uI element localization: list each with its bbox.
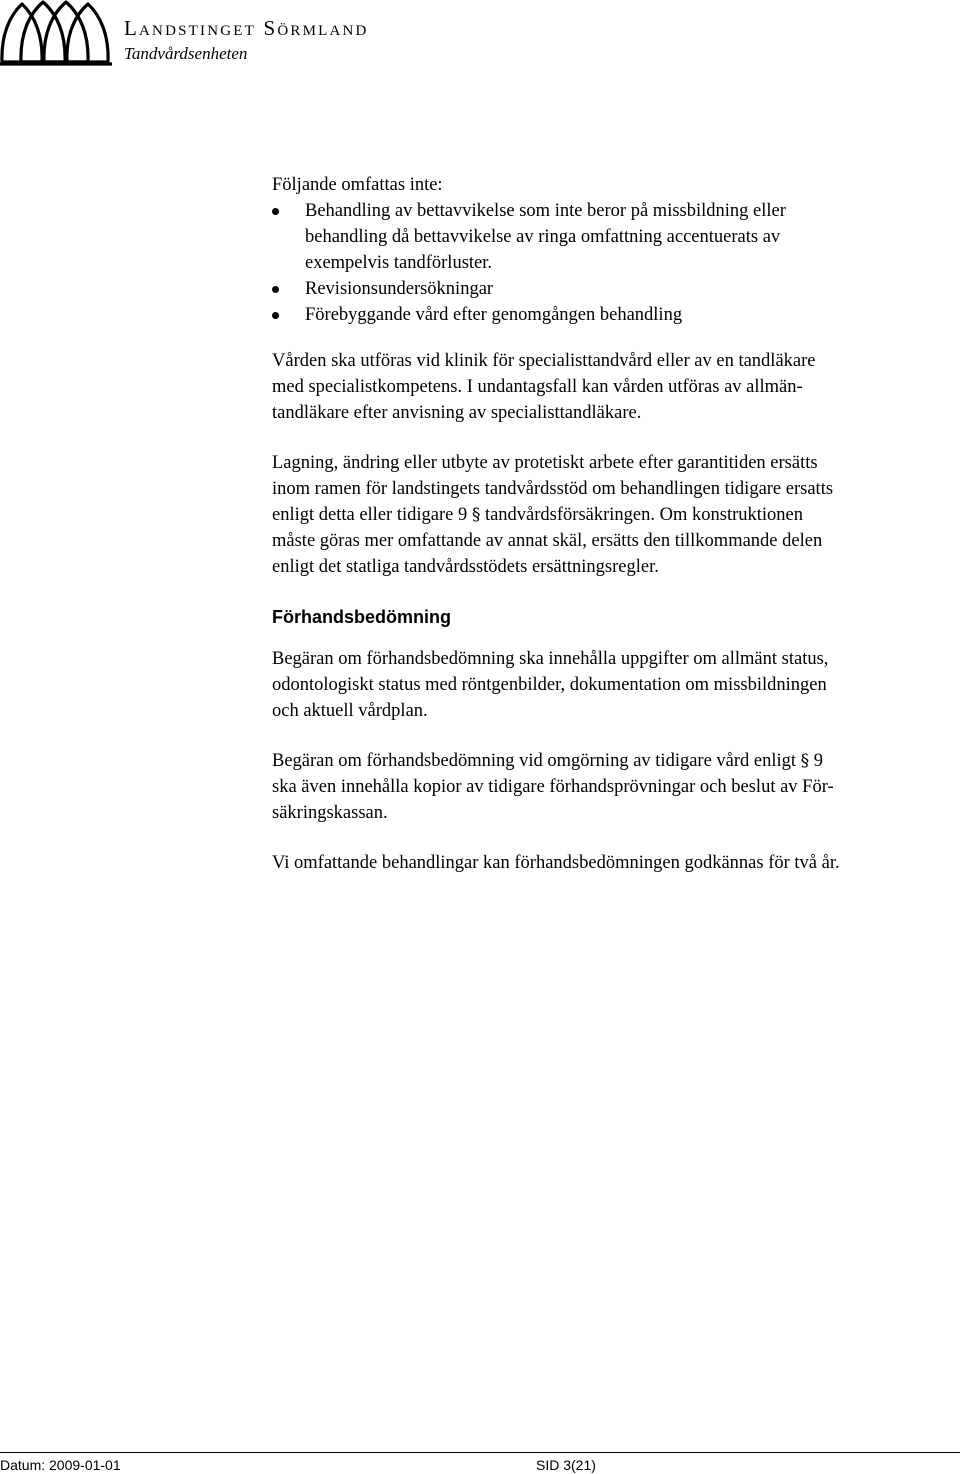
section-sign: § [800, 751, 810, 771]
section-sign: § [471, 505, 481, 525]
redo-request-paragraph: Begäran om förhandsbedömning vid omgörning av tidigare vård enligt § 9 ska även innehålla kopior av tidigare förhandsprövningar och beslut av För- säkringskassan. [272, 751, 834, 823]
exclusions-intro: Följande omfattas inte: [272, 175, 443, 195]
footer-date: Datum: 2009-01-01 [0, 1457, 121, 1473]
list-item: Revisionsundersökningar [272, 276, 952, 302]
document-body [272, 172, 952, 876]
organization-name: Landstinget Sörmland [124, 16, 369, 40]
extensive-paragraph: Vi omfattande behandlingar kan förhandsbedömningen godkännas för två år. [272, 853, 840, 873]
bullet-icon [272, 286, 279, 293]
prior-request-paragraph: Begäran om förhandsbedömning ska innehålla uppgifter om allmänt status, odontologiskt status med röntgenbilder, dokumentation om missbildningen och aktuell vårdplan. [272, 649, 829, 721]
specialist-paragraph: Vården ska utföras vid klinik för specialisttandvård eller av en tandläkare med specialistkompetens. I undantagsfall kan vården utföras av allmän- tandläkare efter anvisning av specialisttandläkare. [272, 351, 816, 423]
list-item: Förebyggande vård efter genomgången behandling [272, 302, 952, 328]
exclusions-list [272, 198, 952, 328]
section-heading: Förhandsbedömning [272, 607, 451, 627]
organization-unit: Tandvårdsenheten [124, 44, 248, 63]
repair-paragraph: Lagning, ändring eller utbyte av protetiskt arbete efter garantitiden ersätts inom ramen för landstingets tandvårdsstöd om behandlingen tidigare ersatts enligt detta eller tidigare 9 § tandvårdsförsäkringen. Om konstruktionen måste göras mer omfattande av annat skäl, ersätts den tillkommande delen enligt det statliga tandvårdsstödets ersättningsregler. [272, 453, 834, 577]
landstinget-logo-icon [0, 0, 115, 68]
list-item: Behandling av bettavvikelse som inte beror på missbildning eller behandling då bettavvikelse av ringa omfattning accentuerats av exempelvis tandförluster. [272, 198, 952, 276]
page-footer [0, 1452, 960, 1473]
footer-page-number: SID 3(21) [536, 1457, 596, 1473]
bullet-icon [272, 312, 279, 319]
bullet-icon [272, 208, 279, 215]
